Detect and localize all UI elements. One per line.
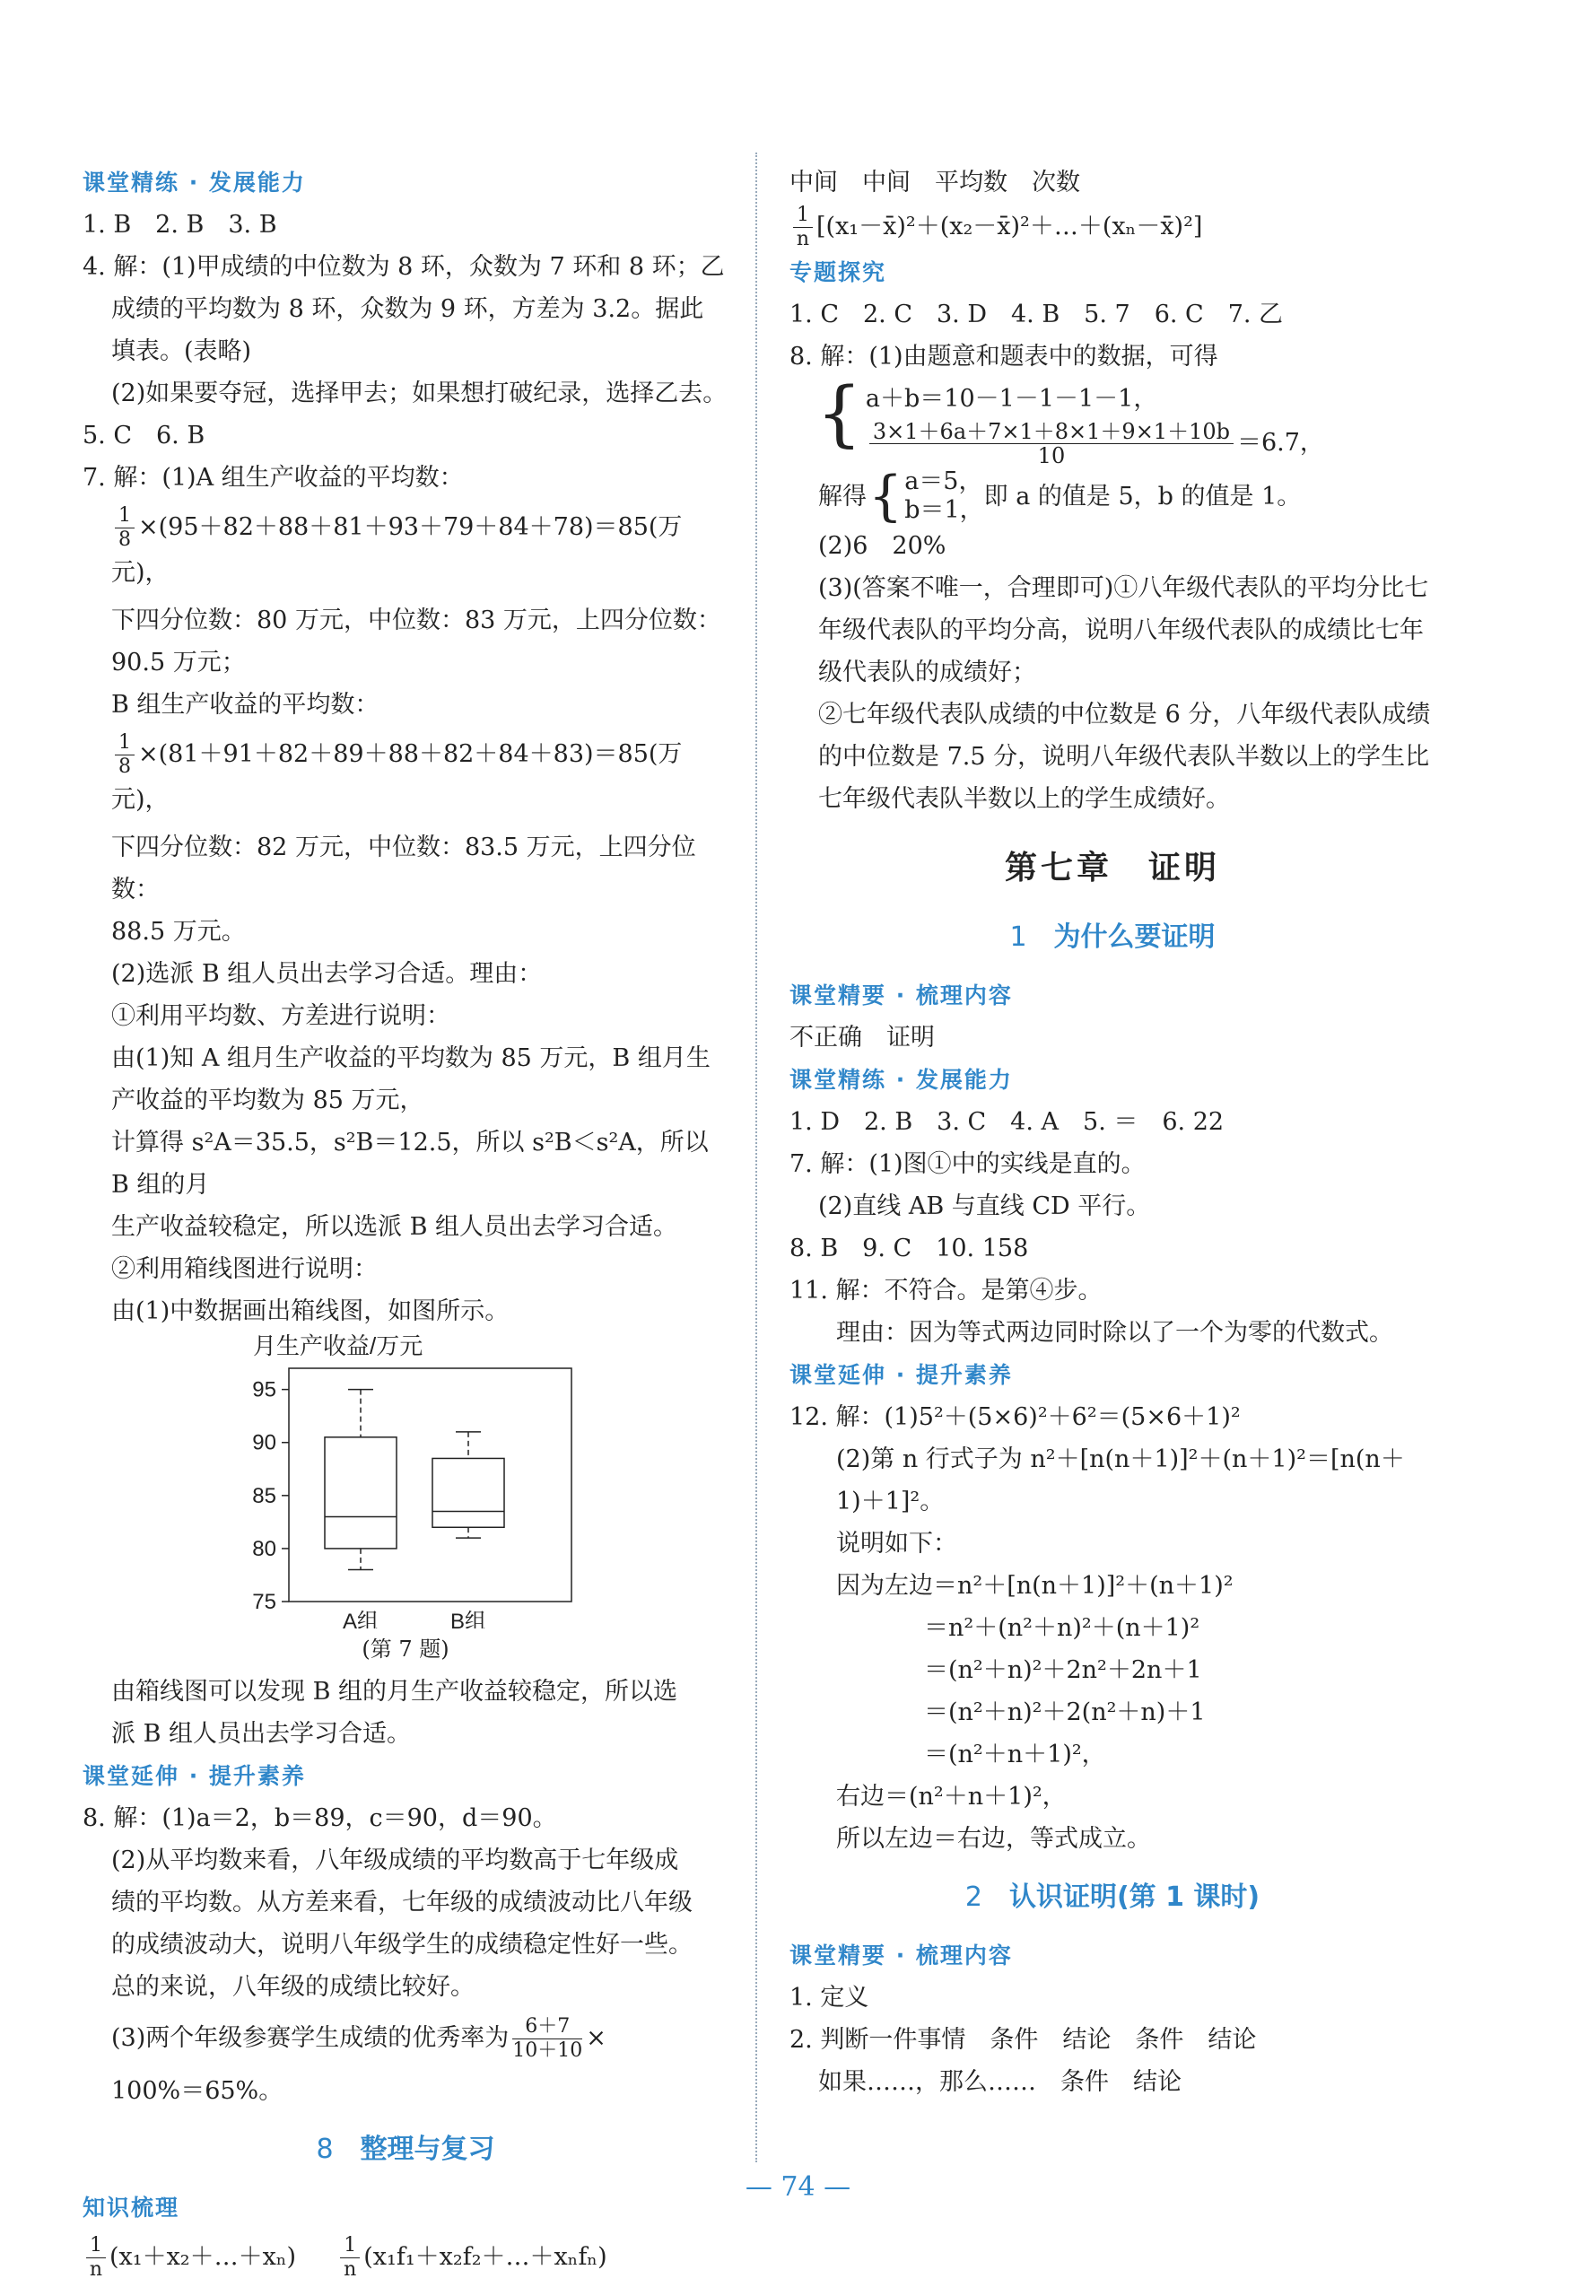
answer-line: ①利用平均数、方差进行说明： — [111, 1002, 450, 1030]
box — [325, 1437, 397, 1549]
equation: $\frac{3\times 1+6a+7\times 1+8\times 1+9\times 1+10b}{10}$ ＝6.7， — [866, 420, 1324, 467]
answer-line: 填表。(表略) — [111, 337, 252, 365]
fraction: $\frac{1}{n}$ — [793, 204, 813, 251]
answer-line: 产收益的平均数为 85 万元， — [111, 1087, 424, 1114]
section-title: 2 认识证明(第 1 课时) — [964, 1881, 1260, 1913]
y-tick-label: 75 — [252, 1590, 276, 1614]
answer-line: (3)(答案不唯一，合理即可)①八年级代表队的平均分比七 — [818, 574, 1429, 602]
answer-line: 1. B 2. B 3. B — [83, 211, 277, 239]
y-tick-label: 85 — [252, 1483, 276, 1508]
answer-line: 级代表队的成绩好； — [818, 659, 1036, 686]
answer-line: ②利用箱线图进行说明： — [111, 1255, 378, 1283]
solution-line: 解得 { a＝5， b＝1， 即 a 的值是 5，b 的值是 1。 — [818, 465, 1302, 528]
answer-line: 8. 解：(1)由题意和题表中的数据，可得 — [789, 343, 1218, 371]
answer-line: 派 B 组人员出去学习合适。 — [111, 1720, 412, 1748]
answer-line: 总的来说，八年级的成绩比较好。 — [111, 1973, 475, 2001]
answer-line: 由(1)中数据画出箱线图，如图所示。 — [111, 1297, 510, 1325]
answer-line: ＝(n²＋n＋1)²， — [924, 1741, 1106, 1768]
answer-line: 1)＋1]²。 — [836, 1488, 945, 1515]
y-tick-label: 80 — [252, 1536, 276, 1561]
answer-line: (2)第 n 行式子为 n²＋[n(n＋1)]²＋(n＋1)²＝[n(n＋ — [836, 1445, 1405, 1473]
answer-line: (2)选派 B 组人员出去学习合适。理由： — [111, 960, 543, 988]
fraction: $\frac{6+7}{10+10}$ — [512, 2015, 583, 2062]
answer-line: ＝n²＋(n²＋n)²＋(n＋1)² — [924, 1614, 1200, 1642]
page-number: — 74 — — [745, 2171, 851, 2203]
section-heading: 课堂精要 · 梳理内容 — [789, 982, 1013, 1008]
answer-line: 100%＝65%。 — [111, 2077, 283, 2105]
answer-line: (2)如果要夺冠，选择甲去；如果想打破纪录，选择乙去。 — [111, 380, 728, 407]
chart-title: 月生产收益/万元 — [253, 1332, 423, 1359]
answer-line: 生产收益较稳定，所以选派 B 组人员出去学习合适。 — [111, 1213, 678, 1241]
boxplot-chart — [83, 1332, 728, 1628]
x-category-label: B组 — [449, 1610, 487, 1628]
answer-line: 5. C 6. B — [83, 422, 205, 450]
answer-line: (2)6 20% — [818, 532, 946, 560]
equation-system — [789, 371, 1435, 468]
answer-line: 1. D 2. B 3. C 4. A 5. ＝ 6. 22 — [789, 1108, 1225, 1136]
answer-line: 理由：因为等式两边同时除以了一个为零的代数式。 — [836, 1319, 1393, 1347]
section-heading: 课堂延伸 · 提升素养 — [83, 1763, 306, 1789]
section-title: 8 整理与复习 — [316, 2134, 495, 2165]
fraction: $\frac{1}{8}$ — [115, 504, 135, 552]
answer-line: (2)从平均数来看，八年级成绩的平均数高于七年级成 — [111, 1846, 679, 1874]
answer-line: 由箱线图可以发现 B 组的月生产收益较稳定，所以选 — [111, 1678, 678, 1706]
answer-line: 1. C 2. C 3. D 4. B 5. 7 6. C 7. 乙 — [789, 301, 1284, 328]
answer-line: 90.5 万元； — [111, 649, 246, 677]
answer-line: 计算得 s²A＝35.5，s²B＝12.5，所以 s²B＜s²A，所以 B 组的月 — [111, 1129, 709, 1199]
box — [432, 1458, 504, 1527]
equation: a＋b＝10－1－1－1－1， — [865, 385, 1158, 413]
answer-line: 2. 判断一件事情 条件 结论 条件 结论 — [789, 2026, 1257, 2054]
section-heading: 课堂精练 · 发展能力 — [789, 1067, 1013, 1093]
section-heading: 课堂精要 · 梳理内容 — [789, 1942, 1013, 1969]
answer-line: 所以左边＝右边，等式成立。 — [836, 1825, 1151, 1853]
answer-line: ＝(n²＋n)²＋2(n²＋n)＋1 — [924, 1698, 1206, 1726]
answer-line: 由(1)知 A 组月生产收益的平均数为 85 万元，B 组月生 — [111, 1044, 711, 1072]
x-category-label: A组 — [342, 1610, 379, 1628]
section-heading: 课堂延伸 · 提升素养 — [789, 1362, 1013, 1388]
right-column — [789, 162, 1435, 2103]
boxplot-svg — [83, 1332, 728, 1628]
answer-line: 年级代表队的平均分高，说明八年级代表队的成绩比七年 — [818, 616, 1424, 644]
answer-line: 8. B 9. C 10. 158 — [789, 1235, 1029, 1262]
answer-line: ＝(n²＋n)²＋2n²＋2n＋1 — [924, 1656, 1202, 1684]
section-heading: 专题探究 — [789, 259, 887, 285]
answer-line: 1. 定义 — [789, 1984, 869, 2012]
section-title: 1 为什么要证明 — [1009, 921, 1216, 953]
formula-line: $\frac{1}{8}$ ×(81＋91＋82＋89＋88＋82＋84＋83)＝85(万元)， — [111, 731, 683, 814]
answer-line: 成绩的平均数为 8 环，众数为 9 环，方差为 3.2。据此 — [111, 295, 704, 323]
y-tick-label: 95 — [252, 1377, 276, 1402]
answer-line: 因为左边＝n²＋[n(n＋1)]²＋(n＋1)² — [836, 1572, 1234, 1600]
formula-line: $\frac{1}{n}$ (x₁＋x₂＋…＋xₙ) $\frac{1}{n}$ (x₁f₁＋x₂f₂＋…＋xₙfₙ) — [83, 2234, 728, 2282]
formula-line: $\frac{1}{8}$ ×(95＋82＋88＋81＋93＋79＋84＋78)＝85(万元)， — [111, 504, 683, 587]
answer-line: ②七年级代表队成绩的中位数是 6 分，八年级代表队成绩 — [818, 701, 1431, 729]
y-tick-label: 90 — [252, 1430, 276, 1455]
brace-symbol: { — [816, 371, 862, 455]
answer-line: 中间 中间 平均数 次数 — [789, 169, 1080, 196]
answer-line: 7. 解：(1)A 组生产收益的平均数： — [83, 464, 464, 492]
answer-line: 的成绩波动大，说明八年级学生的成绩稳定性好一些。 — [111, 1931, 693, 1959]
formula-line: $\frac{1}{n}$ [(x₁－x̄)²＋(x₂－x̄)²＋…＋(xₙ－x̄)²] — [789, 204, 1435, 251]
answer-line: 11. 解：不符合。是第④步。 — [789, 1277, 1103, 1305]
formula-line: (3)两个年级参赛学生成绩的优秀率为 $\frac{6+7}{10+10}$ × — [111, 2015, 606, 2062]
answer-line: 如果……，那么…… 条件 结论 — [818, 2068, 1182, 2096]
answer-line: 绩的平均数。从方差来看，七年级的成绩波动比八年级 — [111, 1889, 693, 1916]
figure-caption: (第 7 题) — [362, 1637, 449, 1662]
answer-line: 12. 解：(1)5²＋(5×6)²＋6²＝(5×6＋1)² — [789, 1403, 1241, 1431]
plot-frame — [289, 1368, 571, 1602]
answer-line: 7. 解：(1)图①中的实线是直的。 — [789, 1150, 1146, 1178]
answer-line: B 组生产收益的平均数： — [111, 691, 379, 719]
fraction: $\frac{1}{8}$ — [115, 731, 135, 779]
chapter-title: 第七章 证明 — [1004, 849, 1220, 886]
answer-line: (2)直线 AB 与直线 CD 平行。 — [818, 1192, 1151, 1220]
column-divider — [755, 153, 757, 2162]
answer-line: 下四分位数：82 万元，中位数：83.5 万元，上四分位数： — [111, 834, 696, 904]
fraction: $\frac{1}{n}$ — [86, 2234, 106, 2282]
answer-line: 右边＝(n²＋n＋1)²， — [836, 1783, 1067, 1811]
fraction: $\frac{1}{n}$ — [340, 2234, 360, 2282]
section-heading: 课堂精练 · 发展能力 — [83, 170, 306, 196]
answer-line: 七年级代表队半数以上的学生成绩好。 — [818, 785, 1230, 813]
answer-line: 4. 解：(1)甲成绩的中位数为 8 环，众数为 7 环和 8 环；乙 — [83, 253, 725, 281]
answer-line: 8. 解：(1)a＝2，b＝89，c＝90，d＝90。 — [83, 1804, 557, 1832]
left-column — [83, 162, 728, 2282]
answer-line: 的中位数是 7.5 分，说明八年级代表队半数以上的学生比 — [818, 743, 1430, 771]
answer-line: 说明如下： — [836, 1530, 957, 1558]
answer-line: 不正确 证明 — [789, 1024, 935, 1052]
answer-line: 下四分位数：80 万元，中位数：83 万元，上四分位数： — [111, 607, 721, 634]
section-heading: 知识梳理 — [83, 2195, 180, 2221]
answer-line: 88.5 万元。 — [111, 918, 246, 946]
